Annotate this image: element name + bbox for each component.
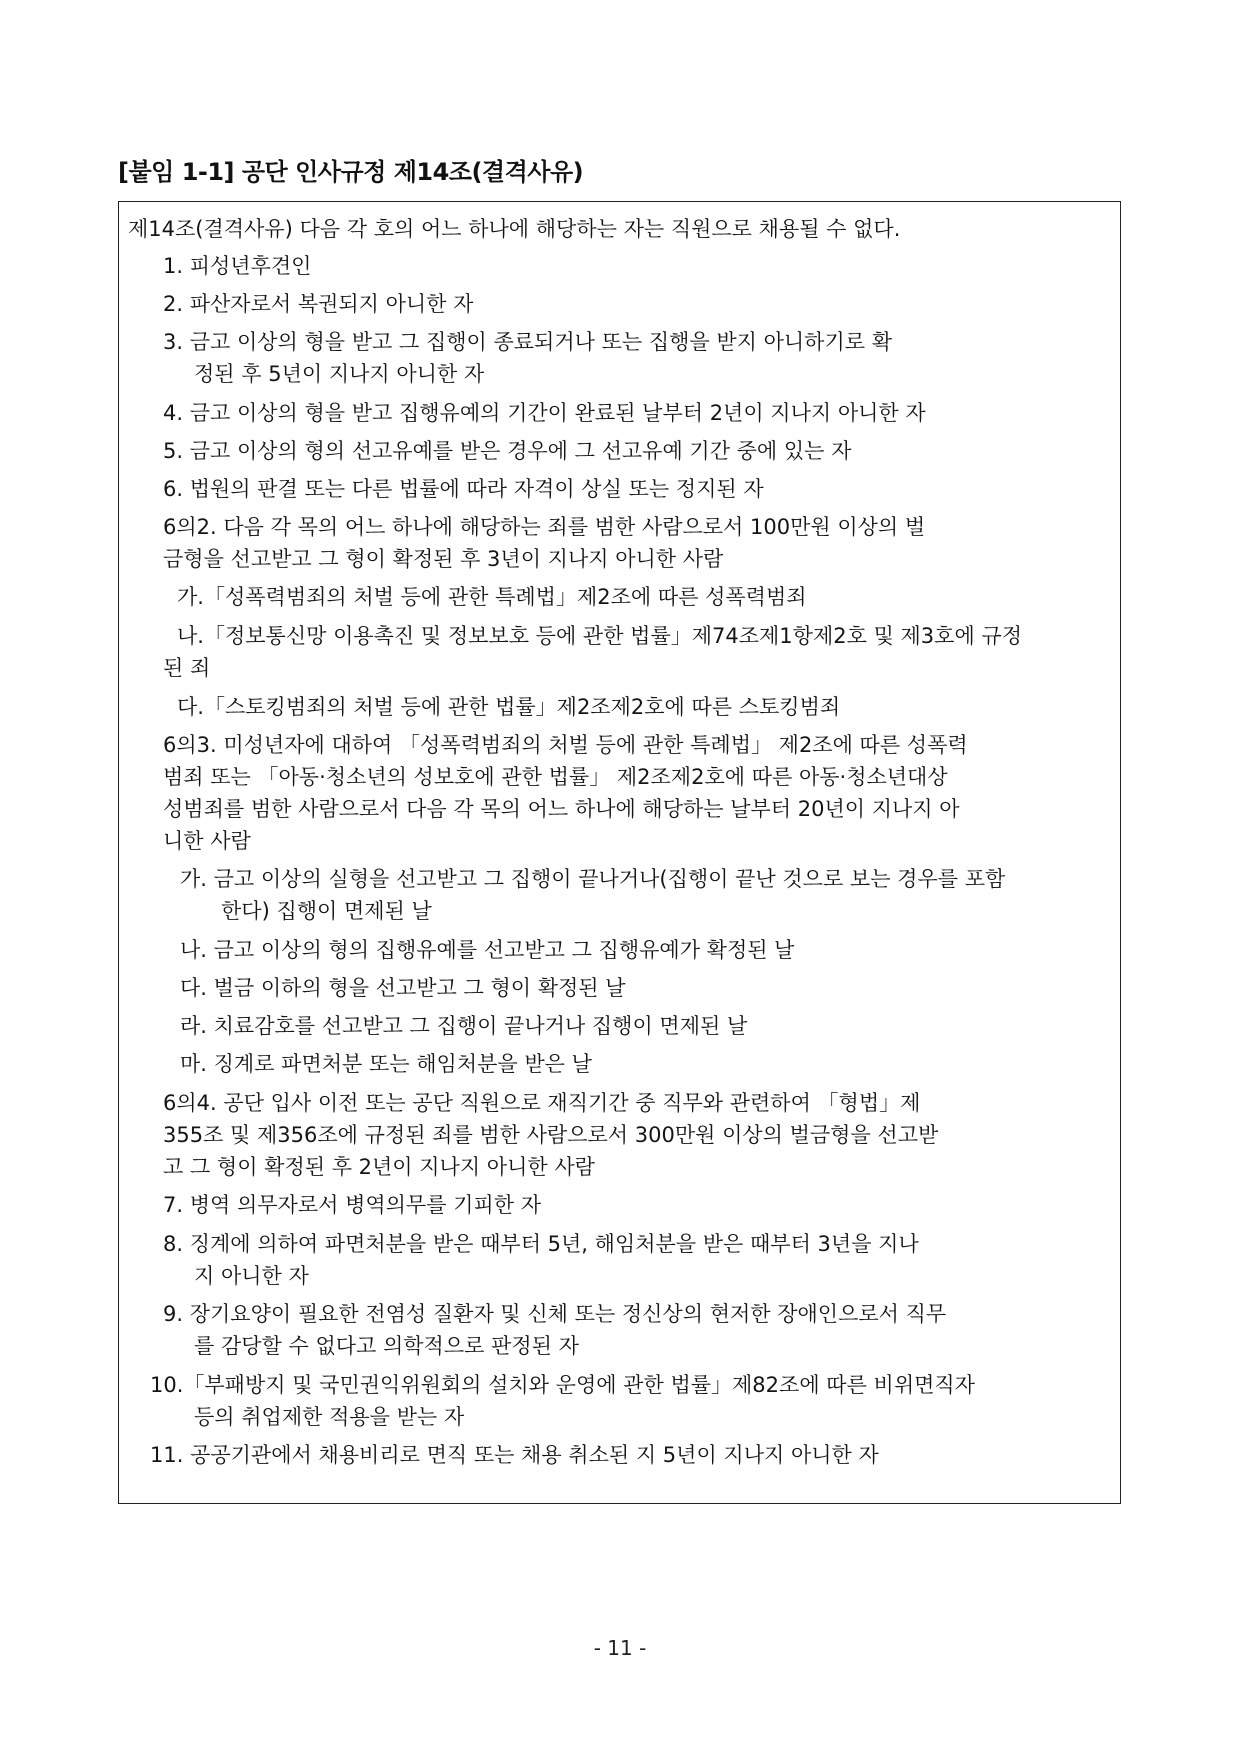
item-8-line-1: 8. 징계에 의하여 파면처분을 받은 때부터 5년, 해임처분을 받은 때부터 3년을 지나 [163, 1232, 919, 1256]
item-10-line-1: 10.「부패방지 및 국민권익위원회의 설치와 운영에 관한 법률」제82조에 따른 비위면직자 [150, 1373, 975, 1397]
item-6-2-ga: 가.「성폭력범죄의 처벌 등에 관한 특례법」제2조에 따른 성폭력범죄 [177, 585, 807, 609]
item-7: 7. 병역 의무자로서 병역의무를 기피한 자 [163, 1193, 541, 1217]
item-6-2-na-line-2: 된 죄 [163, 656, 211, 680]
item-6-2-line-2: 금형을 선고받고 그 형이 확정된 후 3년이 지나지 아니한 사람 [163, 547, 724, 571]
item-6-2-da: 다.「스토킹범죄의 처벌 등에 관한 법률」제2조제2호에 따른 스토킹범죄 [177, 695, 841, 719]
item-6-3-na: 나. 금고 이상의 형의 집행유예를 선고받고 그 집행유예가 확정된 날 [180, 938, 795, 962]
item-6-3-ma: 마. 징계로 파면처분 또는 해임처분을 받은 날 [180, 1052, 592, 1076]
item-4: 4. 금고 이상의 형을 받고 집행유예의 기간이 완료된 날부터 2년이 지나지 아니한 자 [163, 401, 926, 425]
item-9-line-2: 를 감당할 수 없다고 의학적으로 판정된 자 [194, 1334, 579, 1358]
item-6-3-ga-line-1: 가. 금고 이상의 실형을 선고받고 그 집행이 끝나거나(집행이 끝난 것으로 보는 경우를 포함 [180, 867, 1006, 891]
article-first-line [128, 214, 1018, 244]
item-3-line-1: 3. 금고 이상의 형을 받고 그 집행이 종료되거나 또는 집행을 받지 아니하기로 확 [163, 330, 893, 354]
item-6: 6. 법원의 판결 또는 다른 법률에 따라 자격이 상실 또는 정지된 자 [163, 477, 764, 501]
item-5: 5. 금고 이상의 형의 선고유예를 받은 경우에 그 선고유예 기간 중에 있는 자 [163, 439, 852, 463]
item-9-line-1: 9. 장기요양이 필요한 전염성 질환자 및 신체 또는 정신상의 현저한 장애인으로서 직무 [163, 1302, 947, 1326]
item-6-3-line-4: 니한 사람 [163, 829, 251, 853]
item-8-line-2: 지 아니한 자 [194, 1264, 309, 1288]
item-6-3-ga-line-2: 한다) 집행이 면제된 날 [221, 899, 432, 923]
item-6-3-line-1: 6의3. 미성년자에 대하여 「성폭력범죄의 처벌 등에 관한 특례법」 제2조에 따른 성폭력 [163, 733, 968, 757]
item-6-3-da: 다. 벌금 이하의 형을 선고받고 그 형이 확정된 날 [180, 976, 626, 1000]
item-6-4-line-3: 고 그 형이 확정된 후 2년이 지나지 아니한 사람 [163, 1155, 595, 1179]
item-6-4-line-1: 6의4. 공단 입사 이전 또는 공단 직원으로 재직기간 중 직무와 관련하여 「형법」제 [163, 1091, 921, 1115]
item-1: 1. 피성년후견인 [163, 254, 312, 278]
item-6-3-ra: 라. 치료감호를 선고받고 그 집행이 끝나거나 집행이 면제된 날 [180, 1014, 748, 1038]
page-number: - 11 - [593, 1636, 647, 1660]
item-6-2-na-line-1: 나.「정보통신망 이용촉진 및 정보보호 등에 관한 법률」제74조제1항제2호 및 제3호에 규정 [177, 624, 1022, 648]
page-title: [붙임 1-1] 공단 인사규정 제14조(결격사유) [118, 158, 584, 186]
item-6-2-line-1: 6의2. 다음 각 목의 어느 하나에 해당하는 죄를 범한 사람으로서 100만원 이상의 벌 [163, 515, 926, 539]
item-6-3-line-3: 성범죄를 범한 사람으로서 다음 각 목의 어느 하나에 해당하는 날부터 20년이 지나지 아 [163, 797, 960, 821]
article-intro: 다음 각 호의 어느 하나에 해당하는 자는 직원으로 채용될 수 없다. [299, 217, 901, 241]
article-heading: 제14조(결격사유) [128, 217, 293, 241]
item-3-line-2: 정된 후 5년이 지나지 아니한 자 [194, 362, 485, 386]
item-6-3-line-2: 범죄 또는 「아동·청소년의 성보호에 관한 법률」 제2조제2호에 따른 아동·청소년대상 [163, 765, 948, 789]
item-11: 11. 공공기관에서 채용비리로 면직 또는 채용 취소된 지 5년이 지나지 아니한 자 [150, 1443, 879, 1467]
item-10-line-2: 등의 취업제한 적용을 받는 자 [194, 1405, 465, 1429]
item-6-4-line-2: 355조 및 제356조에 규정된 죄를 범한 사람으로서 300만원 이상의 벌금형을 선고받 [163, 1123, 939, 1147]
item-2: 2. 파산자로서 복권되지 아니한 자 [163, 292, 474, 316]
